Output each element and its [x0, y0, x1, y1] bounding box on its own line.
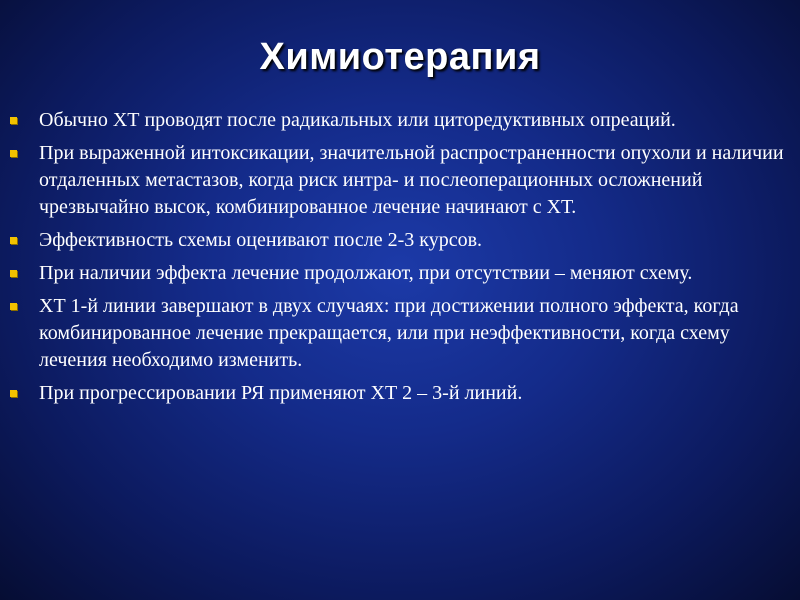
- bullet-item: [0, 140, 800, 221]
- bullet-text: При прогрессировании РЯ применяют ХТ 2 – 3-й линий.: [39, 382, 523, 404]
- bullet-text: Обычно ХТ проводят после радикальных или циторедуктивных опреаций.: [39, 109, 676, 131]
- bullet-item: [0, 260, 800, 287]
- bullet-text: Эффективность схемы оценивают после 2-3 курсов.: [39, 229, 483, 251]
- square-bullet-icon: [10, 117, 17, 124]
- bullet-item: [0, 380, 800, 407]
- bullet-item: [0, 107, 800, 134]
- slide-title: Химиотерапия: [259, 36, 541, 78]
- bullet-item: [0, 293, 800, 374]
- bullet-list: [0, 107, 800, 413]
- square-bullet-icon: [10, 237, 17, 244]
- square-bullet-icon: [10, 390, 17, 397]
- bullet-text: При выраженной интоксикации, значительной распространенности опухоли и наличии отдаленных метастазов, когда риск интра- и послеоперационных осложнений чрезвычайно высок, комбинированное лечение начинают с ХТ.: [39, 142, 784, 218]
- square-bullet-icon: [10, 150, 17, 157]
- bullet-item: [0, 227, 800, 254]
- square-bullet-icon: [10, 270, 17, 277]
- bullet-text: ХТ 1-й линии завершают в двух случаях: при достижении полного эффекта, когда комбинированное лечение прекращается, или при неэффективности, когда схему лечения необходимо изменить.: [39, 295, 739, 371]
- square-bullet-icon: [10, 303, 17, 310]
- bullet-text: При наличии эффекта лечение продолжают, при отсутствии – меняют схему.: [39, 262, 693, 284]
